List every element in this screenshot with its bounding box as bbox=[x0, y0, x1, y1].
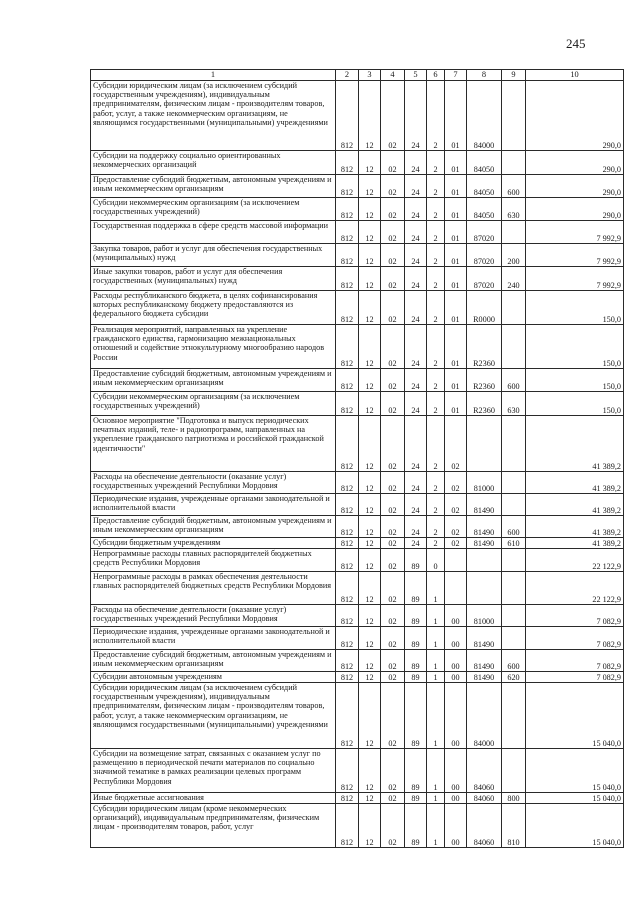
header-cell: 2 bbox=[336, 70, 359, 81]
expense-type-cell bbox=[502, 749, 526, 793]
subprogram-cell: 1 bbox=[427, 627, 445, 650]
direction-cell: 84000 bbox=[467, 81, 502, 151]
amount-cell: 7 992,9 bbox=[526, 221, 624, 244]
table-row bbox=[91, 291, 624, 325]
direction-cell: 81490 bbox=[467, 538, 502, 549]
direction-cell: 84050 bbox=[467, 151, 502, 175]
subprogram-cell: 0 bbox=[427, 549, 445, 572]
activity-cell: 02 bbox=[445, 538, 467, 549]
subprogram-cell: 2 bbox=[427, 291, 445, 325]
section-cell: 12 bbox=[359, 572, 381, 605]
subsection-cell: 02 bbox=[381, 605, 405, 627]
item-name-cell: Непрограммные расходы в рамках обеспечения деятельности главных распорядителей бюджетных средств Республики Мордовия bbox=[91, 572, 336, 605]
admin-code-cell: 812 bbox=[336, 804, 359, 848]
admin-code-cell: 812 bbox=[336, 549, 359, 572]
activity-cell: 01 bbox=[445, 151, 467, 175]
admin-code-cell: 812 bbox=[336, 793, 359, 804]
section-cell: 12 bbox=[359, 267, 381, 291]
table-row bbox=[91, 793, 624, 804]
subsection-cell: 02 bbox=[381, 369, 405, 392]
direction-cell: R2360 bbox=[467, 369, 502, 392]
subsection-cell: 02 bbox=[381, 572, 405, 605]
amount-cell: 290,0 bbox=[526, 198, 624, 221]
expense-type-cell bbox=[502, 151, 526, 175]
activity-cell: 01 bbox=[445, 369, 467, 392]
subsection-cell: 02 bbox=[381, 416, 405, 472]
amount-cell: 7 082,9 bbox=[526, 605, 624, 627]
section-cell: 12 bbox=[359, 221, 381, 244]
subprogram-cell: 2 bbox=[427, 369, 445, 392]
admin-code-cell: 812 bbox=[336, 650, 359, 672]
table-row bbox=[91, 627, 624, 650]
section-cell: 12 bbox=[359, 683, 381, 749]
activity-cell: 02 bbox=[445, 416, 467, 472]
section-cell: 12 bbox=[359, 416, 381, 472]
amount-cell: 150,0 bbox=[526, 291, 624, 325]
table-row bbox=[91, 392, 624, 416]
table-row bbox=[91, 494, 624, 516]
admin-code-cell: 812 bbox=[336, 516, 359, 538]
header-cell: 7 bbox=[445, 70, 467, 81]
header-cell: 4 bbox=[381, 70, 405, 81]
item-name-cell: Предоставление субсидий бюджетным, автономным учреждениям и иным некоммерческим организациям bbox=[91, 175, 336, 198]
expense-type-cell bbox=[502, 627, 526, 650]
program-cell: 24 bbox=[405, 494, 427, 516]
section-cell: 12 bbox=[359, 605, 381, 627]
section-cell: 12 bbox=[359, 472, 381, 494]
table-row bbox=[91, 650, 624, 672]
header-cell: 8 bbox=[467, 70, 502, 81]
admin-code-cell: 812 bbox=[336, 627, 359, 650]
admin-code-cell: 812 bbox=[336, 672, 359, 683]
direction-cell: 84060 bbox=[467, 749, 502, 793]
activity-cell: 01 bbox=[445, 291, 467, 325]
amount-cell: 15 040,0 bbox=[526, 793, 624, 804]
table-row bbox=[91, 804, 624, 848]
activity-cell: 00 bbox=[445, 650, 467, 672]
amount-cell: 41 389,2 bbox=[526, 472, 624, 494]
subsection-cell: 02 bbox=[381, 516, 405, 538]
item-name-cell: Непрограммные расходы главных распорядителей бюджетных средств Республики Мордовия bbox=[91, 549, 336, 572]
amount-cell: 22 122,9 bbox=[526, 549, 624, 572]
table-row bbox=[91, 175, 624, 198]
section-cell: 12 bbox=[359, 175, 381, 198]
activity-cell: 00 bbox=[445, 627, 467, 650]
amount-cell: 22 122,9 bbox=[526, 572, 624, 605]
subsection-cell: 02 bbox=[381, 749, 405, 793]
program-cell: 24 bbox=[405, 175, 427, 198]
expense-type-cell bbox=[502, 572, 526, 605]
subsection-cell: 02 bbox=[381, 472, 405, 494]
direction-cell: 81000 bbox=[467, 472, 502, 494]
direction-cell: 84050 bbox=[467, 198, 502, 221]
program-cell: 24 bbox=[405, 369, 427, 392]
section-cell: 12 bbox=[359, 369, 381, 392]
section-cell: 12 bbox=[359, 749, 381, 793]
admin-code-cell: 812 bbox=[336, 244, 359, 267]
direction-cell: R0000 bbox=[467, 291, 502, 325]
activity-cell: 00 bbox=[445, 605, 467, 627]
expense-type-cell: 600 bbox=[502, 369, 526, 392]
subprogram-cell: 2 bbox=[427, 416, 445, 472]
table-row bbox=[91, 683, 624, 749]
header-cell: 1 bbox=[91, 70, 336, 81]
item-name-cell: Субсидии автономным учреждениям bbox=[91, 672, 336, 683]
admin-code-cell: 812 bbox=[336, 369, 359, 392]
item-name-cell: Предоставление субсидий бюджетным, автономным учреждениям и иным некоммерческим организациям bbox=[91, 650, 336, 672]
item-name-cell: Субсидии некоммерческим организациям (за исключением государственных учреждений) bbox=[91, 198, 336, 221]
subprogram-cell: 2 bbox=[427, 151, 445, 175]
subprogram-cell: 2 bbox=[427, 267, 445, 291]
program-cell: 24 bbox=[405, 416, 427, 472]
section-cell: 12 bbox=[359, 198, 381, 221]
subsection-cell: 02 bbox=[381, 325, 405, 369]
section-cell: 12 bbox=[359, 516, 381, 538]
direction-cell: 84000 bbox=[467, 683, 502, 749]
table-row bbox=[91, 572, 624, 605]
header-cell: 9 bbox=[502, 70, 526, 81]
direction-cell: 84050 bbox=[467, 175, 502, 198]
table-row bbox=[91, 416, 624, 472]
subprogram-cell: 1 bbox=[427, 804, 445, 848]
item-name-cell: Субсидии на поддержку социально ориентированных некоммерческих организаций bbox=[91, 151, 336, 175]
subsection-cell: 02 bbox=[381, 81, 405, 151]
section-cell: 12 bbox=[359, 81, 381, 151]
admin-code-cell: 812 bbox=[336, 198, 359, 221]
expense-type-cell: 630 bbox=[502, 392, 526, 416]
subprogram-cell: 2 bbox=[427, 494, 445, 516]
expense-type-cell bbox=[502, 221, 526, 244]
expense-type-cell: 240 bbox=[502, 267, 526, 291]
admin-code-cell: 812 bbox=[336, 572, 359, 605]
program-cell: 89 bbox=[405, 549, 427, 572]
subprogram-cell: 1 bbox=[427, 749, 445, 793]
program-cell: 89 bbox=[405, 749, 427, 793]
program-cell: 24 bbox=[405, 516, 427, 538]
expense-type-cell: 600 bbox=[502, 650, 526, 672]
admin-code-cell: 812 bbox=[336, 416, 359, 472]
amount-cell: 7 082,9 bbox=[526, 650, 624, 672]
activity-cell: 01 bbox=[445, 175, 467, 198]
subprogram-cell: 1 bbox=[427, 793, 445, 804]
program-cell: 24 bbox=[405, 151, 427, 175]
activity-cell: 00 bbox=[445, 749, 467, 793]
item-name-cell: Субсидии юридическим лицам (кроме некоммерческих организаций), индивидуальным предпринимателям, физическим лицам - производителям товаров, работ, услуг bbox=[91, 804, 336, 848]
expense-type-cell: 200 bbox=[502, 244, 526, 267]
activity-cell: 02 bbox=[445, 494, 467, 516]
activity-cell: 01 bbox=[445, 325, 467, 369]
admin-code-cell: 812 bbox=[336, 472, 359, 494]
subsection-cell: 02 bbox=[381, 244, 405, 267]
section-cell: 12 bbox=[359, 151, 381, 175]
table-row bbox=[91, 151, 624, 175]
expense-type-cell: 620 bbox=[502, 672, 526, 683]
subprogram-cell: 2 bbox=[427, 392, 445, 416]
section-cell: 12 bbox=[359, 538, 381, 549]
item-name-cell: Реализация мероприятий, направленных на укрепление гражданского единства, гармонизацию межнациональных отношений и содействие этнокультурному многообразию народов России bbox=[91, 325, 336, 369]
section-cell: 12 bbox=[359, 392, 381, 416]
subprogram-cell: 2 bbox=[427, 244, 445, 267]
program-cell: 89 bbox=[405, 804, 427, 848]
program-cell: 24 bbox=[405, 538, 427, 549]
activity-cell: 00 bbox=[445, 672, 467, 683]
section-cell: 12 bbox=[359, 325, 381, 369]
expense-type-cell bbox=[502, 81, 526, 151]
amount-cell: 290,0 bbox=[526, 175, 624, 198]
item-name-cell: Государственная поддержка в сфере средств массовой информации bbox=[91, 221, 336, 244]
program-cell: 24 bbox=[405, 472, 427, 494]
item-name-cell: Закупка товаров, работ и услуг для обеспечения государственных (муниципальных) нужд bbox=[91, 244, 336, 267]
admin-code-cell: 812 bbox=[336, 221, 359, 244]
amount-cell: 41 389,2 bbox=[526, 416, 624, 472]
header-cell: 5 bbox=[405, 70, 427, 81]
subprogram-cell: 1 bbox=[427, 650, 445, 672]
subprogram-cell: 1 bbox=[427, 605, 445, 627]
subprogram-cell: 2 bbox=[427, 198, 445, 221]
program-cell: 89 bbox=[405, 605, 427, 627]
item-name-cell: Предоставление субсидий бюджетным, автономным учреждениям и иным некоммерческим организациям bbox=[91, 516, 336, 538]
activity-cell: 01 bbox=[445, 267, 467, 291]
amount-cell: 15 040,0 bbox=[526, 683, 624, 749]
admin-code-cell: 812 bbox=[336, 151, 359, 175]
item-name-cell: Иные бюджетные ассигнования bbox=[91, 793, 336, 804]
budget-table bbox=[90, 69, 624, 848]
subsection-cell: 02 bbox=[381, 267, 405, 291]
table-row bbox=[91, 672, 624, 683]
subprogram-cell: 2 bbox=[427, 516, 445, 538]
item-name-cell: Расходы на обеспечение деятельности (оказание услуг) государственных учреждений Республики Мордовия bbox=[91, 472, 336, 494]
section-cell: 12 bbox=[359, 804, 381, 848]
subsection-cell: 02 bbox=[381, 804, 405, 848]
program-cell: 89 bbox=[405, 572, 427, 605]
section-cell: 12 bbox=[359, 672, 381, 683]
header-cell: 10 bbox=[526, 70, 624, 81]
activity-cell: 02 bbox=[445, 472, 467, 494]
section-cell: 12 bbox=[359, 549, 381, 572]
admin-code-cell: 812 bbox=[336, 291, 359, 325]
expense-type-cell: 800 bbox=[502, 793, 526, 804]
table-row bbox=[91, 325, 624, 369]
expense-type-cell: 600 bbox=[502, 175, 526, 198]
amount-cell: 150,0 bbox=[526, 325, 624, 369]
item-name-cell: Субсидии на возмещение затрат, связанных с оказанием услуг по размещению в периодической печати материалов по социально значимой тематике в рамках реализации целевых программ Республики Мордовия bbox=[91, 749, 336, 793]
direction-cell: 81000 bbox=[467, 605, 502, 627]
table-row bbox=[91, 267, 624, 291]
program-cell: 89 bbox=[405, 683, 427, 749]
section-cell: 12 bbox=[359, 291, 381, 325]
expense-type-cell bbox=[502, 325, 526, 369]
amount-cell: 41 389,2 bbox=[526, 538, 624, 549]
activity-cell: 01 bbox=[445, 221, 467, 244]
direction-cell: 87020 bbox=[467, 244, 502, 267]
activity-cell: 00 bbox=[445, 683, 467, 749]
table-row bbox=[91, 549, 624, 572]
subprogram-cell: 1 bbox=[427, 672, 445, 683]
subprogram-cell: 2 bbox=[427, 538, 445, 549]
subsection-cell: 02 bbox=[381, 672, 405, 683]
subsection-cell: 02 bbox=[381, 392, 405, 416]
section-cell: 12 bbox=[359, 650, 381, 672]
table-row bbox=[91, 198, 624, 221]
activity-cell: 01 bbox=[445, 81, 467, 151]
expense-type-cell bbox=[502, 472, 526, 494]
direction-cell: 81490 bbox=[467, 672, 502, 683]
subsection-cell: 02 bbox=[381, 198, 405, 221]
activity-cell: 00 bbox=[445, 804, 467, 848]
subsection-cell: 02 bbox=[381, 538, 405, 549]
amount-cell: 15 040,0 bbox=[526, 749, 624, 793]
section-cell: 12 bbox=[359, 244, 381, 267]
program-cell: 24 bbox=[405, 221, 427, 244]
expense-type-cell bbox=[502, 605, 526, 627]
subprogram-cell: 2 bbox=[427, 175, 445, 198]
table-row bbox=[91, 605, 624, 627]
activity-cell: 01 bbox=[445, 198, 467, 221]
program-cell: 24 bbox=[405, 392, 427, 416]
subsection-cell: 02 bbox=[381, 151, 405, 175]
direction-cell: 81490 bbox=[467, 494, 502, 516]
program-cell: 24 bbox=[405, 291, 427, 325]
program-cell: 24 bbox=[405, 81, 427, 151]
table-header-row bbox=[91, 70, 624, 81]
expense-type-cell: 600 bbox=[502, 516, 526, 538]
amount-cell: 41 389,2 bbox=[526, 516, 624, 538]
activity-cell bbox=[445, 549, 467, 572]
subsection-cell: 02 bbox=[381, 549, 405, 572]
item-name-cell: Расходы республиканского бюджета, в целях софинансирования которых республиканскому бюджету предоставляются из федерального бюджета субсидии bbox=[91, 291, 336, 325]
subsection-cell: 02 bbox=[381, 291, 405, 325]
page-number: 245 bbox=[566, 36, 586, 51]
section-cell: 12 bbox=[359, 627, 381, 650]
table-row bbox=[91, 244, 624, 267]
section-cell: 12 bbox=[359, 494, 381, 516]
direction-cell: R2360 bbox=[467, 325, 502, 369]
item-name-cell: Основное мероприятие "Подготовка и выпуск периодических печатных изданий, теле- и радиопрограмм, направленных на укрепление гражданского патриотизма и российской гражданской идентичности" bbox=[91, 416, 336, 472]
expense-type-cell bbox=[502, 494, 526, 516]
amount-cell: 7 992,9 bbox=[526, 244, 624, 267]
section-cell: 12 bbox=[359, 793, 381, 804]
program-cell: 89 bbox=[405, 650, 427, 672]
subprogram-cell: 1 bbox=[427, 572, 445, 605]
amount-cell: 7 082,9 bbox=[526, 672, 624, 683]
direction-cell: 87020 bbox=[467, 267, 502, 291]
item-name-cell: Расходы на обеспечение деятельности (оказание услуг) государственных учреждений Республики Мордовия bbox=[91, 605, 336, 627]
amount-cell: 150,0 bbox=[526, 369, 624, 392]
admin-code-cell: 812 bbox=[336, 683, 359, 749]
expense-type-cell: 630 bbox=[502, 198, 526, 221]
direction-cell: 81490 bbox=[467, 516, 502, 538]
amount-cell: 41 389,2 bbox=[526, 494, 624, 516]
admin-code-cell: 812 bbox=[336, 494, 359, 516]
header-cell: 3 bbox=[359, 70, 381, 81]
admin-code-cell: 812 bbox=[336, 81, 359, 151]
subsection-cell: 02 bbox=[381, 793, 405, 804]
subsection-cell: 02 bbox=[381, 175, 405, 198]
expense-type-cell: 610 bbox=[502, 538, 526, 549]
direction-cell: 81490 bbox=[467, 650, 502, 672]
item-name-cell: Периодические издания, учрежденные органами законодательной и исполнительной власти bbox=[91, 627, 336, 650]
subsection-cell: 02 bbox=[381, 683, 405, 749]
table-row bbox=[91, 749, 624, 793]
direction-cell bbox=[467, 416, 502, 472]
expense-type-cell: 810 bbox=[502, 804, 526, 848]
admin-code-cell: 812 bbox=[336, 749, 359, 793]
program-cell: 24 bbox=[405, 267, 427, 291]
program-cell: 89 bbox=[405, 627, 427, 650]
subprogram-cell: 2 bbox=[427, 325, 445, 369]
admin-code-cell: 812 bbox=[336, 325, 359, 369]
program-cell: 89 bbox=[405, 793, 427, 804]
activity-cell bbox=[445, 572, 467, 605]
amount-cell: 7 082,9 bbox=[526, 627, 624, 650]
item-name-cell: Субсидии юридическим лицам (за исключением субсидий государственным учреждениям), индивидуальным предпринимателям, физическим лицам - производителям товаров, работ, услуг, а также некоммерческим организациям, не являющимся государственными (муниципальными) учреждениями bbox=[91, 81, 336, 151]
admin-code-cell: 812 bbox=[336, 392, 359, 416]
item-name-cell: Субсидии некоммерческим организациям (за исключением государственных учреждений) bbox=[91, 392, 336, 416]
item-name-cell: Субсидии бюджетным учреждениям bbox=[91, 538, 336, 549]
subprogram-cell: 2 bbox=[427, 472, 445, 494]
amount-cell: 7 992,9 bbox=[526, 267, 624, 291]
item-name-cell: Предоставление субсидий бюджетным, автономным учреждениям и иным некоммерческим организациям bbox=[91, 369, 336, 392]
item-name-cell: Периодические издания, учрежденные органами законодательной и исполнительной власти bbox=[91, 494, 336, 516]
direction-cell: 84060 bbox=[467, 793, 502, 804]
expense-type-cell bbox=[502, 549, 526, 572]
subsection-cell: 02 bbox=[381, 627, 405, 650]
amount-cell: 290,0 bbox=[526, 81, 624, 151]
item-name-cell: Иные закупки товаров, работ и услуг для обеспечения государственных (муниципальных) нужд bbox=[91, 267, 336, 291]
item-name-cell: Субсидии юридическим лицам (за исключением субсидий государственным учреждениям), индивидуальным предпринимателям, физическим лицам - производителям товаров, работ, услуг, а также некоммерческим организациям, не являющимся государственными (муниципальными) учреждениями bbox=[91, 683, 336, 749]
direction-cell: 87020 bbox=[467, 221, 502, 244]
program-cell: 89 bbox=[405, 672, 427, 683]
direction-cell bbox=[467, 549, 502, 572]
direction-cell: 84060 bbox=[467, 804, 502, 848]
activity-cell: 02 bbox=[445, 516, 467, 538]
admin-code-cell: 812 bbox=[336, 267, 359, 291]
activity-cell: 01 bbox=[445, 244, 467, 267]
table-row bbox=[91, 472, 624, 494]
subsection-cell: 02 bbox=[381, 221, 405, 244]
expense-type-cell bbox=[502, 416, 526, 472]
direction-cell: R2360 bbox=[467, 392, 502, 416]
expense-type-cell bbox=[502, 291, 526, 325]
subprogram-cell: 1 bbox=[427, 683, 445, 749]
subprogram-cell: 2 bbox=[427, 81, 445, 151]
admin-code-cell: 812 bbox=[336, 605, 359, 627]
admin-code-cell: 812 bbox=[336, 538, 359, 549]
amount-cell: 290,0 bbox=[526, 151, 624, 175]
amount-cell: 15 040,0 bbox=[526, 804, 624, 848]
table-row bbox=[91, 369, 624, 392]
table-row bbox=[91, 221, 624, 244]
table-row bbox=[91, 538, 624, 549]
program-cell: 24 bbox=[405, 198, 427, 221]
direction-cell bbox=[467, 572, 502, 605]
activity-cell: 00 bbox=[445, 793, 467, 804]
admin-code-cell: 812 bbox=[336, 175, 359, 198]
direction-cell: 81490 bbox=[467, 627, 502, 650]
header-cell: 6 bbox=[427, 70, 445, 81]
expense-type-cell bbox=[502, 683, 526, 749]
program-cell: 24 bbox=[405, 325, 427, 369]
subsection-cell: 02 bbox=[381, 494, 405, 516]
table-row bbox=[91, 516, 624, 538]
table-row bbox=[91, 81, 624, 151]
subsection-cell: 02 bbox=[381, 650, 405, 672]
program-cell: 24 bbox=[405, 244, 427, 267]
activity-cell: 01 bbox=[445, 392, 467, 416]
amount-cell: 150,0 bbox=[526, 392, 624, 416]
subprogram-cell: 2 bbox=[427, 221, 445, 244]
